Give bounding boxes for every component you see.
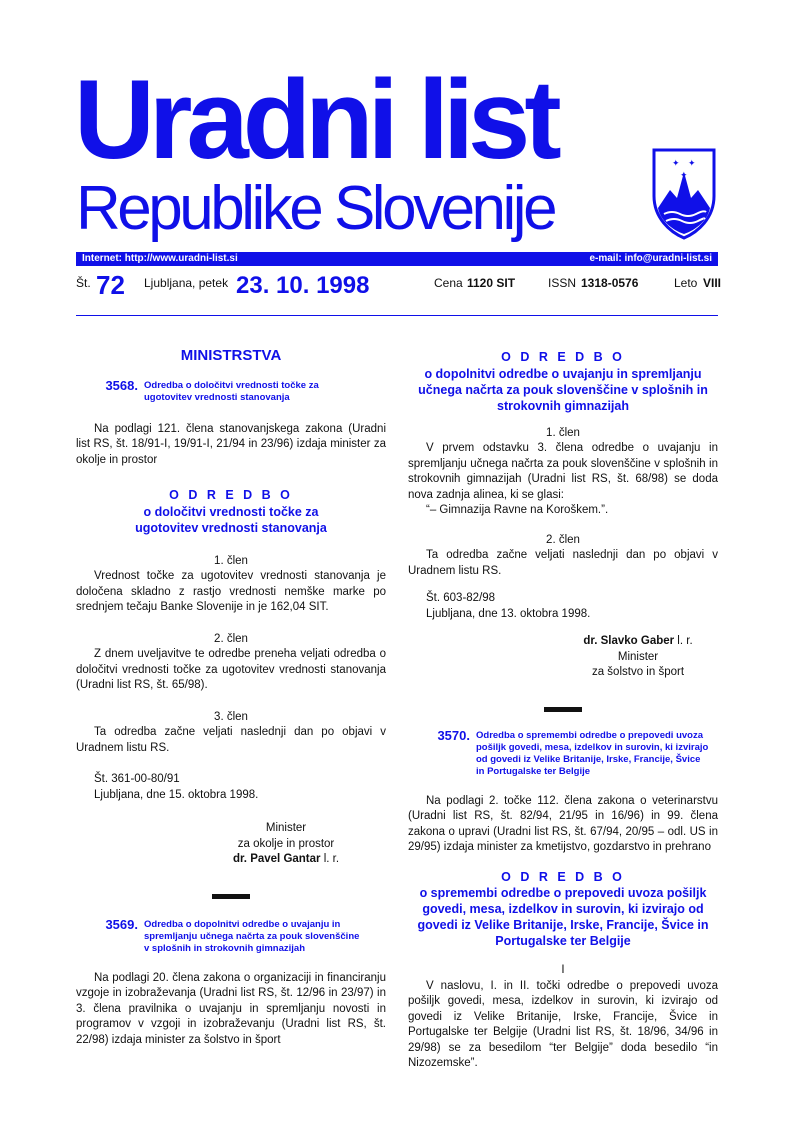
issue-date: 23. 10. 1998 [236, 272, 370, 299]
svg-text:✦: ✦ [688, 159, 696, 169]
email-link[interactable]: e-mail: info@uradni-list.si [589, 253, 712, 264]
signature-role: za šolstvo in šport [591, 666, 685, 678]
right-column [408, 350, 718, 1072]
article-text: Ta odredba začne veljati naslednji dan po objavi v Uradnem listu RS. [76, 726, 386, 754]
article-text: Ta odredba začne veljati naslednji dan po objavi v Uradnem listu RS. [408, 549, 718, 577]
item-3568-header [76, 378, 386, 404]
item-title[interactable]: Odredba o spremembi odredbe o prepovedi uvoza pošiljk govedi, mesa, izdelkov in surovin, ki izvirajo od govedi iz Velike Britanije, Irske, Francije, Švice in Portugalske ter Belgije [476, 729, 709, 777]
odredbo-heading: O D R E D B O [169, 488, 293, 502]
price-value: 1120 SIT [467, 276, 516, 290]
item-3570-header [408, 728, 718, 778]
section-heading: MINISTRSTVA [180, 347, 282, 364]
article-text: Z dnem uveljavitve te odredbe preneha veljati odredba o določitvi vrednosti točke za ugotovitev vrednosti stanovanja (Uradni list RS, št. 65/98). [76, 648, 386, 691]
svg-text:✦: ✦ [672, 159, 680, 169]
item-intro: Na podlagi 20. člena zakona o organizaciji in financiranju vzgoje in izobraževanja (Uradni list RS, št. 12/96 in 23/97) in 3. člena pravilnika o uvajanju in spremljanju novosti in programov v vzgoji in izobraževanju (Uradni list RS, št. 22/98) izdaja minister za šolstvo in šport [76, 971, 386, 1046]
signature-block [558, 634, 718, 681]
article-heading: 2. člen [546, 533, 580, 546]
signature-name-line [558, 634, 718, 650]
article-heading: 1. člen [214, 554, 248, 567]
item-3569-header [76, 917, 386, 955]
article-text: Vrednost točke za ugotovitev vrednosti stanovanja je določena skladno z rastjo vrednosti nemške marke po srednjem tečaju Banke Slovenije in je 162,04 SIT. [76, 570, 386, 613]
article-text: V prvem odstavku 3. člena odredbe o uvajanju in spremljanju učnega načrta za pouk slovenščine v splošnih in strokovnih gimnazijah (Uradni list RS, št. 68/98) se doda nova zadnja alinea, ki se glasi: [408, 442, 718, 501]
item-number: 3568. [105, 377, 138, 393]
internet-link[interactable]: Internet: http://www.uradni-list.si [82, 253, 238, 264]
item-title[interactable]: Odredba o dopolnitvi odredbe o uvajanju in spremljanju učnega načrta za pouk slovenščine v splošnih in strokovnih gimnazijah [144, 918, 360, 954]
contact-bar [76, 252, 718, 266]
signature-name: dr. Pavel Gantar [232, 853, 321, 865]
signature-role: za okolje in prostor [237, 837, 335, 850]
issue-number: 72 [96, 270, 125, 300]
item-number: 3570. [437, 727, 470, 743]
year-value: VIII [703, 276, 722, 290]
odredbo-subtitle: o dopolnitvi odredbe o uvajanju in spremljanju učnega načrta za pouk slovenščine v splošnih in strokovnih gimnazijah [418, 366, 708, 413]
header-rule [76, 315, 718, 316]
odredbo-heading: O D R E D B O [501, 869, 625, 884]
signature-block [196, 821, 376, 868]
price-label: Cena [434, 276, 463, 290]
signature-name: dr. Slavko Gaber [583, 635, 675, 647]
item-intro: Na podlagi 121. člena stanovanjskega zakona (Uradni list RS, št. 18/91-I, 19/91-I, 21/94 in 23/96) izdaja minister za okolje in prostor [76, 422, 386, 466]
left-column [76, 348, 386, 1048]
issue-info-row [76, 270, 722, 302]
odredbo-subtitle: o določitvi vrednosti točke za ugotovitev vrednosti stanovanja [135, 504, 327, 535]
masthead-subtitle: Republike Slovenije [76, 174, 555, 243]
reference-number: Št. 361-00-80/91 [94, 773, 180, 785]
item-intro: Na podlagi 2. točke 112. člena zakona o veterinarstvu (Uradni list RS, št. 82/94, 21/95 in 16/96) in 99. člena zakona o upravi (Uradni list RS, št. 67/94, 20/95 – odl. US in 29/95) izdaja minister za kmetijstvo, gozdarstvo in prehrano [408, 794, 718, 853]
item-number: 3569. [105, 916, 138, 932]
signature-suffix: l. r. [674, 635, 693, 647]
svg-text:✦: ✦ [680, 171, 688, 181]
article-heading: 2. člen [214, 632, 248, 645]
issn-label: ISSN [548, 276, 577, 290]
reference-date: Ljubljana, dne 15. oktobra 1998. [94, 788, 259, 801]
reference-date: Ljubljana, dne 13. oktobra 1998. [426, 607, 591, 620]
article-quote: “– Gimnazija Ravne na Koroškem.”. [426, 504, 609, 516]
reference-number: Št. 603-82/98 [426, 592, 496, 604]
item-title[interactable]: Odredba o določitvi vrednosti točke za ugotovitev vrednosti stanovanja [144, 379, 319, 403]
odredbo-heading: O D R E D B O [501, 350, 625, 364]
article-text: V naslovu, I. in II. točki odredbe o prepovedi uvoza pošiljk govedi, mesa, izdelkov in surovin, ki izvirajo od govedi iz Velike Britanije, Irske, Francije, Švice in Portugalske ter Belgije (Uradni list RS, št. 18/96, 34/96 in 29/98) se za besedilom “ter Belgije” doda besedilo “in Nizozemske”. [408, 979, 718, 1069]
signature-role: Minister [617, 650, 659, 663]
odredbo-subtitle: o spremembi odredbe o prepovedi uvoza pošiljk govedi, mesa, izdelkov in surovin, ki izvirajo od govedi iz Velike Britanije, Irske, Francije, Švice in Portugalske ter Belgije [417, 886, 709, 948]
issue-place-day: Ljubljana, petek [144, 276, 229, 290]
signature-suffix: l. r. [320, 853, 340, 865]
article-heading: 3. člen [214, 710, 248, 723]
coat-of-arms-icon [650, 146, 718, 240]
section-divider [212, 894, 250, 899]
roman-heading: I [561, 964, 565, 976]
issn-value: 1318-0576 [581, 276, 639, 290]
signature-name-line [196, 852, 376, 868]
section-divider [544, 707, 582, 712]
masthead-title: Uradni list [74, 57, 556, 182]
st-label: Št. [76, 276, 91, 290]
signature-role: Minister [265, 822, 307, 834]
article-heading: 1. člen [546, 426, 580, 439]
year-label: Leto [674, 276, 698, 290]
